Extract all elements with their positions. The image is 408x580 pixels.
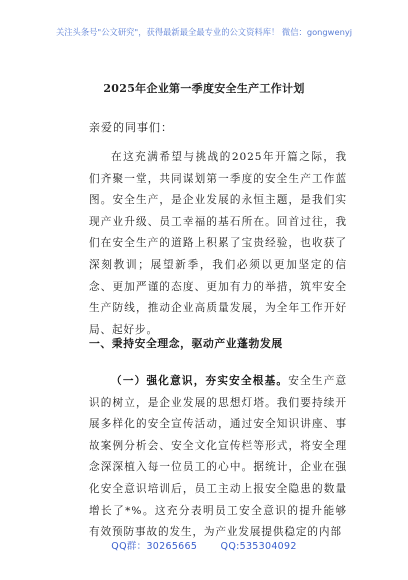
- header-note: 关注头条号"公文研究"，获得最新最全最专业的公文资料库！ 微信：gongwenyj: [55, 27, 353, 37]
- section-paragraph: [89, 371, 347, 544]
- footer-contact: [0, 538, 408, 552]
- document-title: 2025年企业第一季度安全生产工作计划: [103, 82, 305, 95]
- intro-paragraph: 在这充满希望与挑战的2025年开篇之际，我们齐聚一堂，共同谋划第一季度的安全生产工作蓝图。安全生产，是企业发展的永恒主题，是我们实现产业升级、员工幸福的基石所在。回首过往，我们在安全生产的道路上积累了宝贵经验，也收获了深刻教训；展望新季，我们必须以更加坚定的信念、更加严谨的态度、更加有力的举措，筑牢安全生产防线，推动企业高质量发展，为全年工作开好局、起好步。: [89, 151, 347, 336]
- section-heading: 一、秉持安全理念，驱动产业蓬勃发展: [89, 337, 283, 350]
- footer-qq-group: QQ群：30265665: [111, 541, 198, 552]
- salutation: 亲爱的同事们：: [89, 121, 173, 134]
- sub-heading: （一）强化意识，夯实安全根基。: [111, 375, 289, 387]
- footer-qq: QQ:535304092: [220, 541, 297, 552]
- section-body: 安全生产意识的树立，是企业发展的思想灯塔。我们要持续开展多样化的安全宣传活动，通过安全知识讲座、事故案例分析会、安全文化宣传栏等形式，将安全理念深深植入每一位员工的心中。据统计，企业在强化安全意识培训后，员工主动上报安全隐患的数量增长了*%。这充分表明员工安全意识的提升能够有效预防事故的发生，为产业发展提供稳定的内部: [89, 375, 348, 539]
